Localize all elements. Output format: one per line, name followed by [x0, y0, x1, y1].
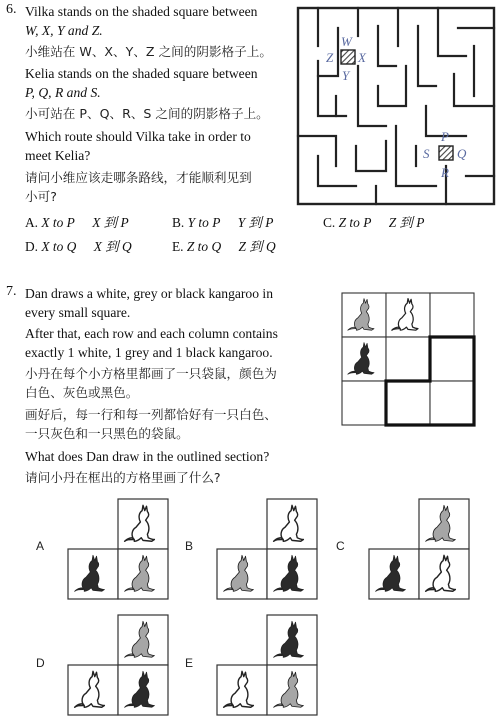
q7-option-c-label: C — [336, 539, 345, 553]
q6-option-c[interactable]: C. Z to P Z 到 P — [323, 215, 425, 230]
q7-line-6: 白色、灰色或黑色。 — [25, 385, 139, 400]
q7-option-a-label: A — [36, 539, 45, 553]
q6-option-e[interactable]: E. Z to Q Z 到 Q — [172, 239, 276, 254]
q6-line-6: 小可站在 P、Q、R、S 之间的阴影格子上。 — [25, 106, 269, 121]
q7-line-7: 画好后，每一行和每一列都恰好有一只白色、 — [25, 407, 277, 422]
maze-label-w: W — [341, 34, 352, 49]
q6-option-d[interactable]: D. X to Q X 到 Q — [25, 239, 132, 254]
q7-option-e[interactable] — [215, 613, 319, 717]
kangaroo-grid — [339, 290, 477, 428]
q7-line-3: After that, each row and each column contains — [25, 326, 278, 341]
q6-line-10: 小可? — [25, 189, 57, 204]
q6-line-8: meet Kelia? — [25, 148, 91, 163]
q6-option-a[interactable]: A. X to P X 到 P — [25, 215, 129, 230]
q7-line-4: exactly 1 white, 1 grey and 1 black kangaroo. — [25, 345, 273, 360]
kelia-shaded-square — [439, 146, 453, 160]
maze-label-x: X — [358, 50, 366, 65]
q6-line-5: P, Q, R and S. — [25, 85, 101, 100]
q6-line-4: Kelia stands on the shaded square between — [25, 66, 258, 81]
grid-cell-3-3 — [430, 381, 474, 425]
q7-option-c[interactable] — [367, 497, 471, 601]
q6-line-2: W, X, Y and Z. — [25, 23, 103, 38]
q6-line-3: 小维站在 W、X、Y、Z 之间的阴影格子上。 — [25, 44, 272, 59]
q7-option-b-label: B — [185, 539, 194, 553]
q7-line-8: 一只灰色和一只黑色的袋鼠。 — [25, 426, 189, 441]
q7-option-d[interactable] — [66, 613, 170, 717]
vilka-shaded-square — [341, 50, 355, 64]
maze-label-q: Q — [457, 146, 467, 161]
grid-cell-3-2 — [386, 381, 430, 425]
maze-label-y: Y — [342, 68, 350, 83]
q7-line-1: Dan draws a white, grey or black kangaroo in — [25, 286, 273, 301]
q6-line-7: Which route should Vilka take in order to — [25, 129, 251, 144]
q7-option-d-label: D — [36, 656, 45, 670]
maze-label-p: P — [441, 129, 449, 144]
q7-option-b[interactable] — [215, 497, 319, 601]
q7-line-10: 请问小丹在框出的方格里画了什么? — [25, 470, 221, 485]
maze-label-z: Z — [326, 50, 334, 65]
q6-line-9: 请问小维应该走哪条路线，才能顺利见到 — [25, 170, 252, 185]
grid-cell-3-1 — [342, 381, 386, 425]
q7-line-2: every small square. — [25, 305, 131, 320]
grid-cell-2-3 — [430, 337, 474, 381]
q6-line-1: Vilka stands on the shaded square between — [25, 4, 258, 19]
question-7-number: 7. — [6, 284, 17, 299]
grid-cell-2-2 — [386, 337, 430, 381]
maze-label-s: S — [423, 146, 430, 161]
q7-option-a[interactable] — [66, 497, 170, 601]
q7-line-5: 小丹在每个小方格里都画了一只袋鼠，颜色为 — [25, 366, 277, 381]
grid-cell-1-3 — [430, 293, 474, 337]
q7-line-9: What does Dan draw in the outlined section? — [25, 449, 270, 464]
maze-label-r: R — [441, 165, 449, 180]
maze-figure — [296, 6, 496, 206]
question-6-number: 6. — [6, 2, 17, 17]
q6-option-b[interactable]: B. Y to P Y 到 P — [172, 215, 274, 230]
q7-option-e-label: E — [185, 656, 194, 670]
